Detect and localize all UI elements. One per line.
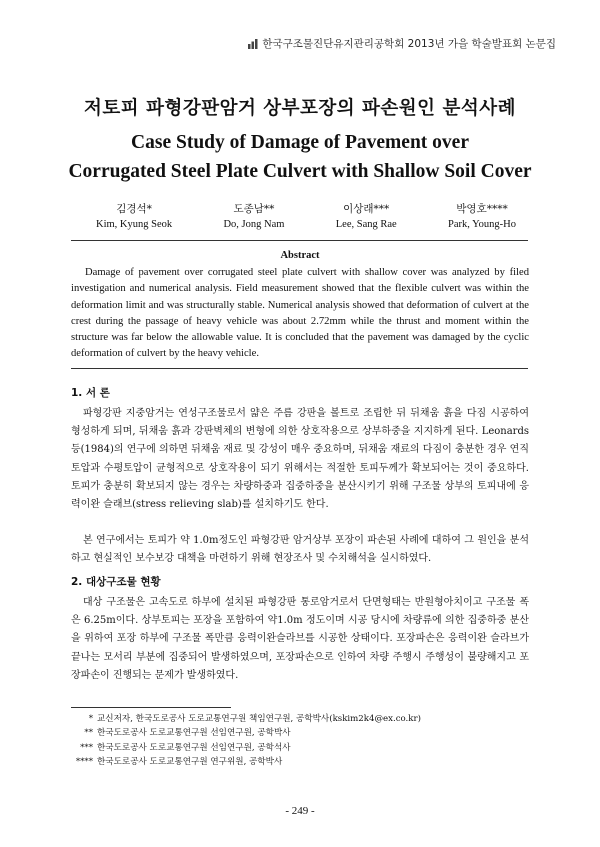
abstract-divider: [71, 368, 528, 369]
body-paragraph: 파형강판 지중암거는 연성구조물로서 얇은 주름 강판을 볼트로 조립한 뒤 뒤채움 흙을 다짐 시공하여 형성하게 되며, 뒤채움 흙과 강판벽체의 변형에 의한 상호작용으로 상부하중을 지지하게 된다. Leonards 등(1984)의 연구에 의하면 뒤채움 재료 및 강성이 매우 중요하며, 뒤채움 재료의 다짐이 충분한 경우 연직토압과 수평토압이 균형적으로 상호작용이 되기 위해서는 적절한 토피두께가 확보되어는 것이 중요하다. 토피가 충분히 확보되지 않는 경우는 차량하중과 집중하중을 분산시키기 위해 구조물 상부의 토피내에 응력이완 슬래브(stress relieving slab)를 설치하기도 한다.: [71, 408, 529, 511]
footnote-text: 한국도로공사 도로교통연구원 선임연구원, 공학박사: [97, 728, 291, 739]
author-name-english: Lee, Sang Rae: [335, 219, 397, 230]
conference-logo-icon: [248, 39, 258, 49]
footnote: [71, 712, 531, 726]
section-heading-target-structure: 2. 대상구조물 현황: [71, 576, 161, 588]
title-english-line-1: Case Study of Damage of Pavement over: [131, 132, 469, 153]
footnote-mark: ****: [75, 757, 93, 768]
footnote-mark: *: [88, 714, 93, 724]
body-paragraph: 본 연구에서는 토피가 약 1.0m정도인 파형강판 암거상부 포장이 파손된 사례에 대하여 그 원인을 분석하고 현실적인 보수보강 대책을 마련하기 위해 현장조사 및 수치해석을 실시하였다.: [71, 535, 529, 565]
footnote: [71, 741, 531, 755]
author-list: [96, 201, 516, 233]
footnote-mark: **: [84, 728, 93, 739]
author-divider: [71, 240, 528, 241]
title-english-line-2: Corrugated Steel Plate Culvert with Shallow Soil Cover: [68, 161, 532, 182]
footnote-text: 한국도로공사 도로교통연구원 연구위원, 공학박사: [97, 757, 283, 768]
footnote-text: 교신저자, 한국도로공사 도로교통연구원 책임연구원, 공학박사(kskim2k4@ex.co.kr): [97, 714, 421, 724]
author: [448, 201, 516, 233]
footnote-mark: ***: [80, 742, 93, 753]
author: [336, 201, 397, 233]
author-name-korean: 이상래***: [343, 203, 390, 215]
footnote: [71, 755, 531, 769]
conference-header: [248, 36, 556, 51]
author-name-english: Do, Jong Nam: [223, 219, 285, 230]
abstract-heading: Abstract: [280, 250, 320, 261]
title-korean: 저토피 파형강판암거 상부포장의 파손원인 분석사례: [84, 98, 516, 119]
author-name-korean: 박영호****: [456, 203, 508, 215]
abstract-text: Damage of pavement over corrugated steel plate culvert with shallow cover was analyzed by filed investigation and numerical analysis. Field measurement showed that the flexible culvert was within the deformation limit and was structurally stable. Numerical analysis showed that deformation of culvert at the crest during the passage of heavy vehicle was about 2.72mm while the thrust and moment within the structure was far below the allowable value. It is concluded that the pavement was damaged by the cyclic deformation of culvert by the heavy vehicle.: [71, 267, 529, 360]
footnote: [71, 726, 531, 740]
author: [96, 201, 172, 233]
page-number: - 249 -: [285, 805, 315, 817]
conference-name: 한국구조물진단유지관리공학회 2013년 가을 학술발표회 논문집: [262, 38, 556, 50]
title-english: [0, 128, 600, 186]
author-name-korean: 김경석*: [116, 203, 152, 215]
author: [223, 201, 284, 233]
footnote-divider: [71, 707, 231, 708]
body-paragraph: 대상 구조물은 고속도로 하부에 설치된 파형강판 통로암거로서 단면형태는 반원형아치이고 구조물 폭은 6.25m이다. 상부토피는 포장을 포함하여 약1.0m 정도이며 시공 당시에 차량류에 의한 집중하중 분산을 위하여 포장 하부에 구조물 폭만큼 응력이완슬라브를 시공한 상태이다. 포장파손은 응력이완 슬라브가 끝나는 모서리 부분에 집중되어 발생하였으며, 포장파손으로 인하여 차량 주행시 주행성이 불량해지고 포장파손이 진행되는 문제가 발생하였다.: [71, 597, 529, 681]
author-name-korean: 도종남**: [233, 203, 275, 215]
footnotes: [71, 712, 531, 770]
section-heading-introduction: 1. 서 론: [71, 387, 110, 399]
footnote-text: 한국도로공사 도로교통연구원 선임연구원, 공학석사: [97, 742, 291, 753]
author-name-english: Kim, Kyung Seok: [96, 219, 173, 230]
author-name-english: Park, Young-Ho: [448, 219, 516, 230]
